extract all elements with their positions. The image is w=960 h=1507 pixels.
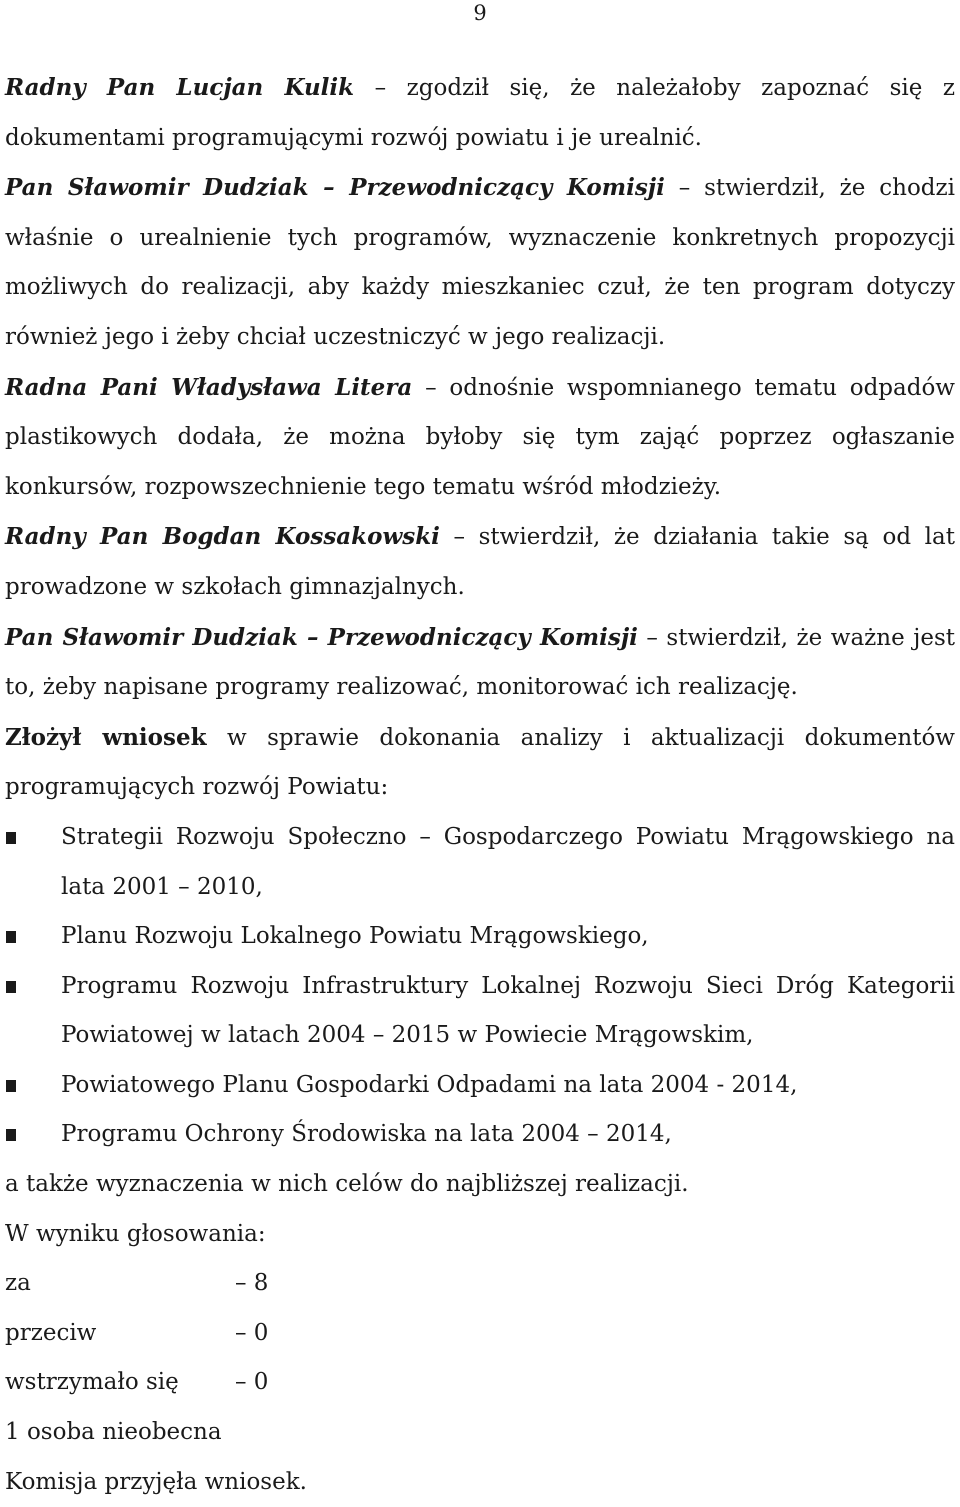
list-item <box>5 962 955 1061</box>
motion-text: w sprawie dokonania analizy i aktualizacji dokumentów programujących rozwój Powiatu: <box>5 724 955 801</box>
speaker-name: Radny Pan Lucjan Kulik <box>5 74 355 101</box>
vote-value: – 0 <box>235 1319 269 1346</box>
paragraph-text: zgodził się, że należałoby zapoznać się z dokumentami programującymi rozwój powiatu i je urealnić. <box>5 75 955 151</box>
voting-heading: W wyniku głosowania: <box>5 1220 266 1247</box>
paragraph-text: stwierdził, że działania takie są od lat prowadzone w szkołach gimnazjalnych. <box>5 524 955 600</box>
list-item-text: Strategii Rozwoju Społeczno – Gospodarczego Powiatu Mrągowskiego na lata 2001 – 2010, <box>61 823 955 900</box>
vote-row-against <box>5 1309 955 1359</box>
paragraph-kulik <box>5 63 955 163</box>
speaker-name: Pan Sławomir Dudziak – Przewodniczący Komisji <box>5 174 665 202</box>
dash: – <box>637 624 667 651</box>
dash: – <box>664 175 705 202</box>
vote-value: – 8 <box>235 1270 269 1297</box>
motion-bold: Złożył wniosek <box>5 723 207 751</box>
document-list <box>5 813 955 1160</box>
vote-label: za <box>5 1270 31 1297</box>
absent-note: 1 osoba nieobecna <box>5 1419 222 1446</box>
square-bullet-icon <box>6 1129 16 1141</box>
square-bullet-icon <box>6 832 16 844</box>
list-item-text: Planu Rozwoju Lokalnego Powiatu Mrągowskiego, <box>61 923 649 950</box>
list-item <box>5 813 955 912</box>
paragraph-dudziak-2 <box>5 613 955 713</box>
paragraph-dudziak-1 <box>5 163 955 362</box>
paragraph-text: stwierdził, że ważne jest to, żeby napisane programy realizować, monitorować ich realizację. <box>5 624 956 701</box>
square-bullet-icon <box>6 931 16 943</box>
speaker-name: Radny Pan Bogdan Kossakowski <box>5 523 440 551</box>
paragraph-kossakowski <box>5 512 955 612</box>
vote-row-abstained <box>5 1358 955 1408</box>
page-number: 9 <box>473 1 487 25</box>
vote-label: przeciw <box>5 1319 97 1346</box>
list-item-text: Programu Rozwoju Infrastruktury Lokalnej Rozwoju Sieci Dróg Kategorii Powiatowej w latach 2004 – 2015 w Powiecie Mrągowskim, <box>61 972 955 1049</box>
document-body <box>5 63 955 1507</box>
motion-paragraph <box>5 713 955 813</box>
list-item <box>5 912 955 962</box>
voting-result: Komisja przyjęła wniosek. <box>5 1468 307 1495</box>
list-item-text: Powiatowego Planu Gospodarki Odpadami na lata 2004 - 2014, <box>61 1071 798 1098</box>
paragraph-text: stwierdził, że chodzi właśnie o urealnienie tych programów, wyznaczenie konkretnych propozycji możliwych do realizacji, aby każdy mieszkaniec czuł, że ten program dotyczy również jego i żeby chciał uczestniczyć w jego realizacji. <box>5 175 956 350</box>
speaker-name: Pan Sławomir Dudziak – Przewodniczący Komisji <box>5 623 638 651</box>
after-list-text: a także wyznaczenia w nich celów do najbliższej realizacji. <box>5 1171 689 1198</box>
vote-value: – 0 <box>235 1369 269 1396</box>
speaker-name: Radna Pani Władysława Litera <box>5 373 413 401</box>
list-item <box>5 1061 955 1111</box>
vote-label: wstrzymało się <box>5 1369 179 1396</box>
vote-row-for <box>5 1259 955 1309</box>
square-bullet-icon <box>6 981 16 993</box>
dash: – <box>354 75 407 101</box>
square-bullet-icon <box>6 1080 16 1092</box>
list-item-text: Programu Ochrony Środowiska na lata 2004 – 2014, <box>61 1121 672 1148</box>
paragraph-litera <box>5 363 955 513</box>
dash: – <box>412 374 450 401</box>
paragraph-text: odnośnie wspomnianego tematu odpadów plastikowych dodała, że można byłoby się tym zająć poprzez ogłaszanie konkursów, rozpowszechnienie tego tematu wśród młodzieży. <box>5 374 955 500</box>
list-item <box>5 1110 955 1160</box>
dash: – <box>439 524 479 551</box>
